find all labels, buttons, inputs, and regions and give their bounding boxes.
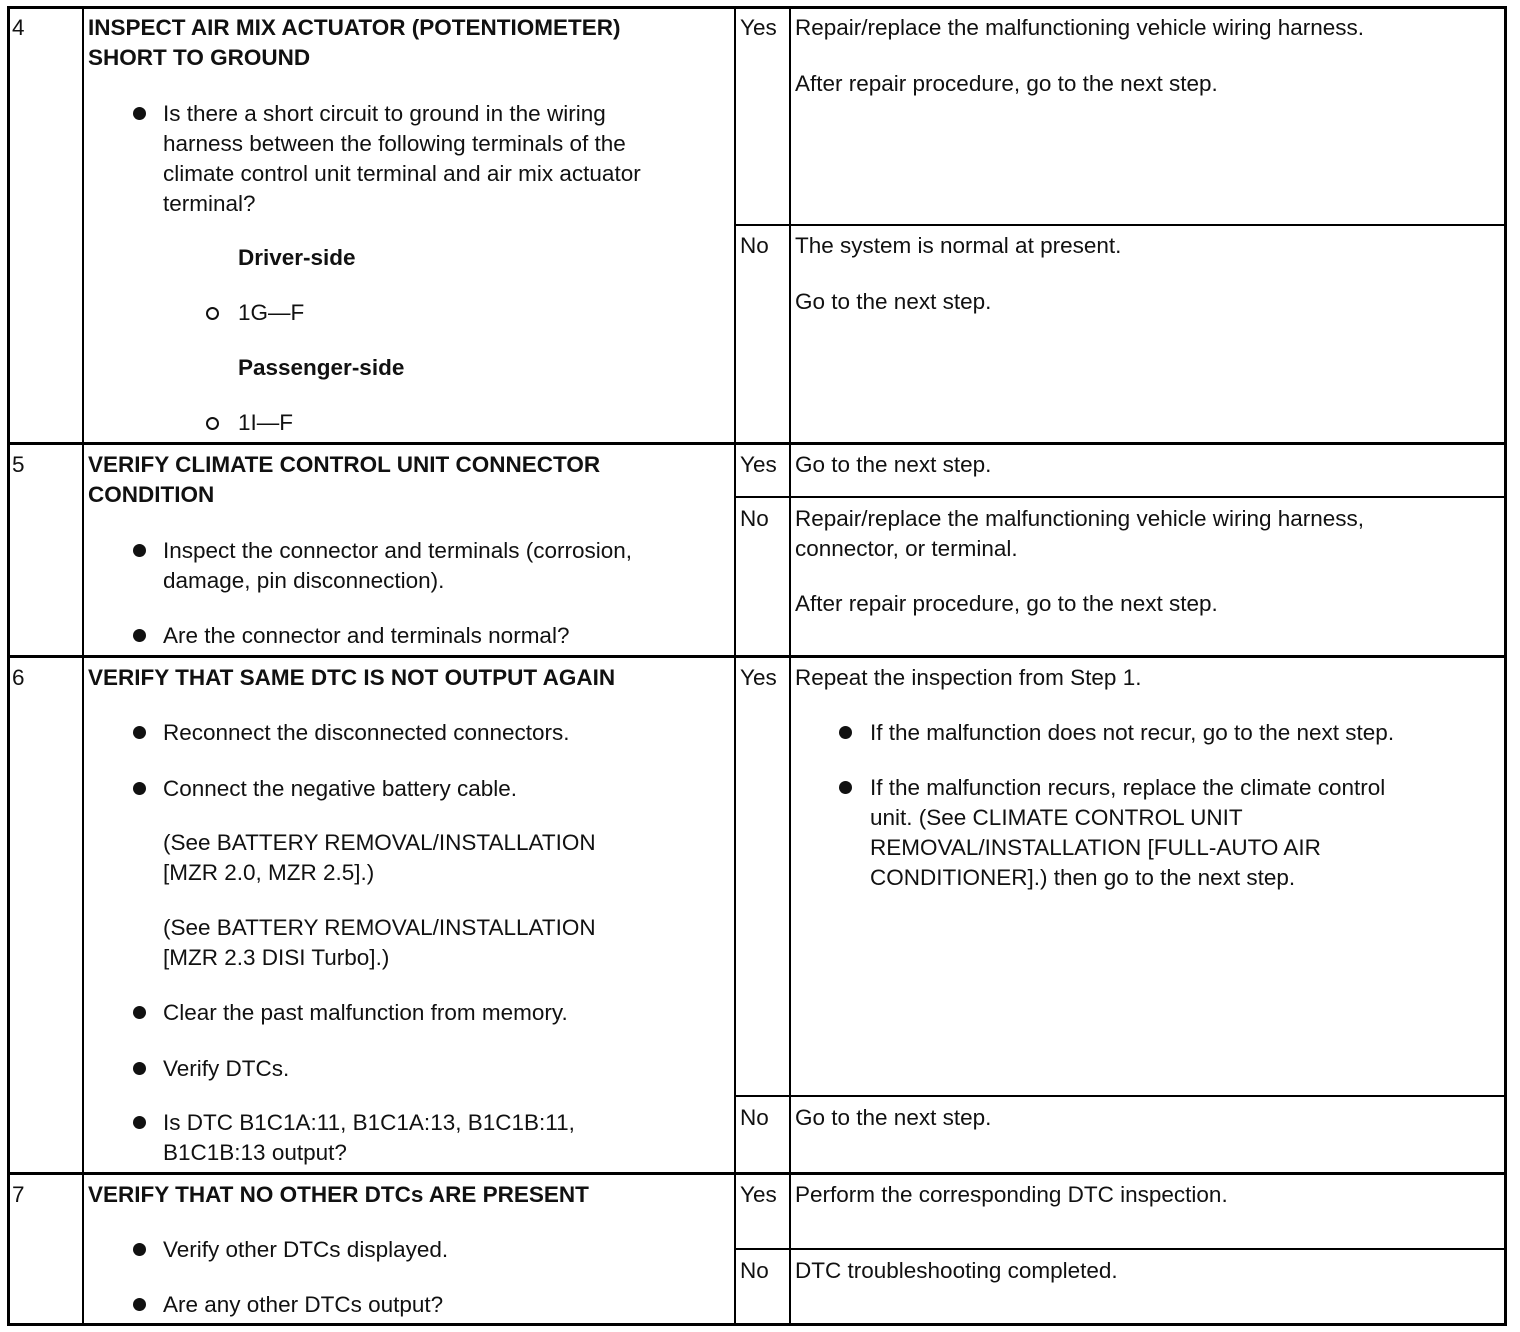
action-text: climate control unit terminal and air mix actuator xyxy=(163,161,641,186)
reference-text: (See BATTERY REMOVAL/INSTALLATION xyxy=(163,830,596,855)
bullet-icon xyxy=(133,629,146,642)
step-number: 4 xyxy=(12,15,25,40)
column-divider-action xyxy=(734,6,736,1326)
yes-no-divider xyxy=(734,1248,1507,1250)
reference-text: [MZR 2.0, MZR 2.5].) xyxy=(163,860,375,885)
yes-result: CONDITIONER].) then go to the next step. xyxy=(870,865,1296,890)
step-title: CONDITION xyxy=(88,482,215,507)
action-text: Is there a short circuit to ground in the wiring xyxy=(163,101,606,126)
yes-label: Yes xyxy=(740,1182,777,1207)
bullet-icon xyxy=(133,1298,146,1311)
action-text: Verify DTCs. xyxy=(163,1056,290,1081)
reference-text: [MZR 2.3 DISI Turbo].) xyxy=(163,945,390,970)
yes-result: REMOVAL/INSTALLATION [FULL-AUTO AIR xyxy=(870,835,1321,860)
bullet-icon xyxy=(839,726,852,739)
action-text: Reconnect the disconnected connectors. xyxy=(163,720,570,745)
step-title: VERIFY THAT NO OTHER DTCs ARE PRESENT xyxy=(88,1182,589,1207)
action-text: Verify other DTCs displayed. xyxy=(163,1237,449,1262)
step-title: INSPECT AIR MIX ACTUATOR (POTENTIOMETER) xyxy=(88,15,621,40)
bullet-icon xyxy=(133,1062,146,1075)
bullet-icon xyxy=(133,1006,146,1019)
no-label: No xyxy=(740,233,769,258)
yes-label: Yes xyxy=(740,15,777,40)
yes-result: Perform the corresponding DTC inspection. xyxy=(795,1182,1228,1207)
yes-result: If the malfunction does not recur, go to the next step. xyxy=(870,720,1395,745)
action-text: Connect the negative battery cable. xyxy=(163,776,517,801)
circle-bullet-icon xyxy=(206,307,219,320)
driver-terminal: 1G—F xyxy=(238,300,305,325)
bullet-icon xyxy=(133,782,146,795)
bullet-icon xyxy=(839,781,852,794)
step-number: 5 xyxy=(12,452,25,477)
no-label: No xyxy=(740,506,769,531)
action-text: Inspect the connector and terminals (corrosion, xyxy=(163,538,632,563)
bullet-icon xyxy=(133,1243,146,1256)
yes-no-divider xyxy=(734,496,1507,498)
reference-text: (See BATTERY REMOVAL/INSTALLATION xyxy=(163,915,596,940)
bullet-icon xyxy=(133,107,146,120)
bullet-icon xyxy=(133,726,146,739)
yes-result: Go to the next step. xyxy=(795,452,992,477)
yes-label: Yes xyxy=(740,452,777,477)
yes-no-divider xyxy=(734,1095,1507,1097)
no-result: The system is normal at present. xyxy=(795,233,1122,258)
row-divider xyxy=(7,1172,1507,1175)
no-result: After repair procedure, go to the next step. xyxy=(795,591,1218,616)
no-result: Repair/replace the malfunctioning vehicle wiring harness, xyxy=(795,506,1365,531)
no-result: DTC troubleshooting completed. xyxy=(795,1258,1118,1283)
row-divider xyxy=(7,442,1507,445)
yes-result: Repair/replace the malfunctioning vehicle wiring harness. xyxy=(795,15,1365,40)
yes-result: After repair procedure, go to the next step. xyxy=(795,71,1218,96)
column-divider-result xyxy=(789,6,791,1326)
action-text: Are any other DTCs output? xyxy=(163,1292,444,1317)
no-result: connector, or terminal. xyxy=(795,536,1018,561)
no-result: Go to the next step. xyxy=(795,289,992,314)
step-number: 6 xyxy=(12,665,25,690)
no-result: Go to the next step. xyxy=(795,1105,992,1130)
driver-side-label: Driver-side xyxy=(238,245,356,270)
bullet-icon xyxy=(133,544,146,557)
action-text: harness between the following terminals of the xyxy=(163,131,626,156)
action-text: Is DTC B1C1A:11, B1C1A:13, B1C1B:11, xyxy=(163,1110,575,1135)
circle-bullet-icon xyxy=(206,417,219,430)
action-text: damage, pin disconnection). xyxy=(163,568,445,593)
step-title: SHORT TO GROUND xyxy=(88,45,311,70)
action-text: B1C1B:13 output? xyxy=(163,1140,347,1165)
yes-result: unit. (See CLIMATE CONTROL UNIT xyxy=(870,805,1243,830)
yes-no-divider xyxy=(734,224,1507,226)
yes-result: If the malfunction recurs, replace the climate control xyxy=(870,775,1386,800)
no-label: No xyxy=(740,1258,769,1283)
step-title: VERIFY CLIMATE CONTROL UNIT CONNECTOR xyxy=(88,452,601,477)
column-divider-step xyxy=(82,6,84,1326)
yes-label: Yes xyxy=(740,665,777,690)
bullet-icon xyxy=(133,1116,146,1129)
yes-result: Repeat the inspection from Step 1. xyxy=(795,665,1142,690)
step-number: 7 xyxy=(12,1182,25,1207)
step-title: VERIFY THAT SAME DTC IS NOT OUTPUT AGAIN xyxy=(88,665,616,690)
action-text: Are the connector and terminals normal? xyxy=(163,623,570,648)
passenger-side-label: Passenger-side xyxy=(238,355,405,380)
row-divider xyxy=(7,655,1507,658)
action-text: terminal? xyxy=(163,191,256,216)
passenger-terminal: 1I—F xyxy=(238,410,294,435)
no-label: No xyxy=(740,1105,769,1130)
action-text: Clear the past malfunction from memory. xyxy=(163,1000,568,1025)
